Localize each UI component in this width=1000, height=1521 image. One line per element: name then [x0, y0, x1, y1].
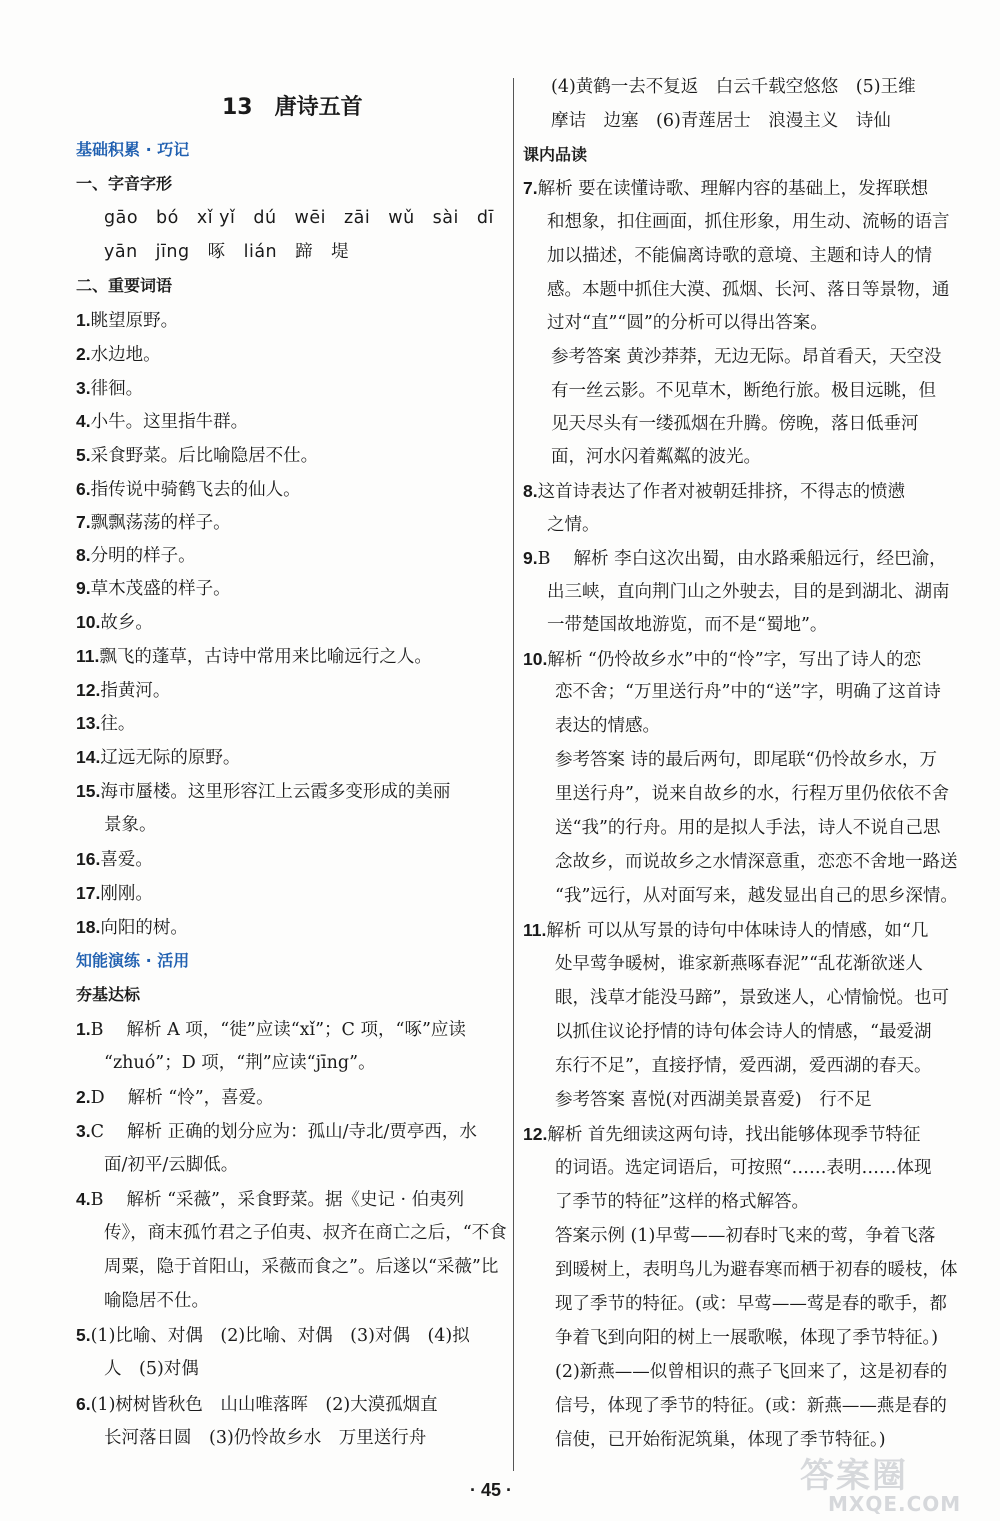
line-text: 小牛。这里指牛群。	[90, 412, 249, 432]
text-line	[104, 1357, 199, 1381]
line-text: 参考答案 诗的最后两句，即尾联“仍怜故乡水，万	[555, 750, 938, 770]
text-line	[551, 75, 916, 99]
text-line	[104, 1289, 209, 1313]
text-line	[555, 1360, 947, 1384]
text-line	[76, 915, 188, 940]
item-number: 1.	[76, 310, 91, 330]
text-line	[76, 711, 135, 736]
item-number: 17.	[76, 883, 101, 903]
line-text: 人 (5)对偶	[104, 1359, 199, 1379]
text-line	[76, 342, 161, 367]
line-text: 一带楚国故地游览，而不是“蜀地”。	[547, 615, 828, 635]
line-text: D 解析 “怜”，喜爱。	[90, 1088, 274, 1108]
text-line	[547, 311, 828, 335]
text-line	[551, 445, 761, 469]
line-text: 这首诗表达了作者对被朝廷排挤，不得志的愤懑	[537, 482, 906, 502]
item-number: 16.	[76, 849, 101, 869]
text-line	[523, 1122, 920, 1147]
line-text: 答案示例 (1)早莺——初春时飞来的莺，争着飞落	[555, 1226, 936, 1246]
line-text: 课内品读	[523, 145, 588, 164]
line-text: 喻隐居不仕。	[104, 1291, 209, 1311]
text-line	[76, 1085, 274, 1110]
line-text: 有一丝云影。不见草木，断绝行旅。极目远眺，但	[551, 381, 936, 401]
text-line	[76, 1017, 466, 1042]
line-text: 见天尽头有一缕孤烟在升腾。傍晚，落日低垂河	[551, 414, 919, 434]
line-text: 指黄河。	[100, 681, 171, 701]
line-text: 故乡。	[100, 613, 153, 633]
line-text: (1)树树皆秋色 山山唯落晖 (2)大漠孤烟直	[90, 1395, 438, 1415]
text-line	[104, 206, 494, 230]
line-text: 处早莺争暖树，谁家新燕啄春泥”“乱花渐欲迷人	[555, 954, 923, 974]
line-text: 送“我”的行舟。用的是拟人手法，诗人不说自己思	[555, 818, 941, 838]
text-line	[555, 1088, 872, 1112]
line-text: 指传说中骑鹤飞去的仙人。	[90, 480, 301, 500]
line-text: 和想象，扣住画面，抓住形象，用生动、流畅的语言	[547, 212, 950, 232]
item-number: 9.	[76, 578, 91, 598]
text-line	[523, 479, 905, 504]
subsection-heading	[523, 143, 587, 167]
line-text: 知能演练 · 活用	[76, 951, 190, 970]
line-text: 喜爱。	[100, 850, 153, 870]
line-text: 加以描述，不能偏离诗歌的意境、主题和诗人的情	[547, 246, 932, 266]
line-text: 的词语。选定词语后，可按照“……表明……体现	[555, 1158, 932, 1178]
line-text: 解析 要在读懂诗歌、理解内容的基础上，发挥联想	[537, 179, 929, 199]
line-text: 解析 “仍怜故乡水”中的“怜”字，写出了诗人的恋	[547, 650, 922, 670]
text-line	[555, 1258, 958, 1282]
text-line	[555, 986, 949, 1010]
text-line	[551, 109, 891, 133]
item-number: 10.	[76, 612, 101, 632]
line-text: 周粟，隐于首阳山，采薇而食之”。后遂以“采薇”比	[104, 1257, 499, 1277]
line-text: B 解析 李白这次出蜀，由水路乘船远行，经巴渝，	[537, 549, 947, 569]
text-line	[76, 409, 248, 434]
item-number: 6.	[76, 479, 91, 499]
text-line	[76, 779, 450, 804]
text-line	[104, 813, 157, 837]
item-number: 7.	[76, 512, 91, 532]
text-line	[523, 176, 928, 201]
item-number: 4.	[76, 1189, 91, 1209]
text-line	[76, 1187, 464, 1212]
line-text: 夯基达标	[76, 985, 141, 1004]
line-text: 参考答案 喜悦(对西湖美景喜爱) 行不足	[555, 1090, 872, 1110]
text-line	[555, 680, 941, 704]
line-text: 一、字音字形	[76, 174, 173, 193]
text-line	[76, 1392, 438, 1417]
subsection-heading	[76, 983, 140, 1007]
line-text: 分明的样子。	[90, 546, 196, 566]
text-line	[76, 576, 231, 601]
text-line	[76, 1119, 477, 1144]
page-number: · 45 ·	[470, 1480, 513, 1500]
text-line	[76, 745, 240, 770]
line-text: 眺望原野。	[90, 311, 179, 331]
item-number: 8.	[523, 481, 538, 501]
item-number: 6.	[76, 1394, 91, 1414]
line-text: 解析 可以从写景的诗句中体味诗人的情感，如“几	[546, 921, 929, 941]
line-text: “zhuó”；D 项，“荆”应读“jīng”。	[104, 1053, 376, 1073]
item-number: 12.	[76, 680, 101, 700]
text-line	[555, 816, 940, 840]
line-text: B 解析 “采薇”，采食野菜。据《史记 · 伯夷列	[90, 1190, 465, 1210]
line-text: “我”远行，从对面写来，越发显出自己的思乡深情。	[555, 886, 958, 906]
watermark-cn: 答案圈	[800, 1456, 908, 1496]
text-line	[547, 244, 932, 268]
line-text: 刚刚。	[100, 884, 153, 904]
item-number: 5.	[76, 1325, 91, 1345]
item-number: 9.	[523, 548, 538, 568]
text-line	[555, 1020, 931, 1044]
item-number: 1.	[76, 1019, 91, 1039]
line-text: 徘徊。	[90, 379, 144, 399]
item-number: 14.	[76, 747, 101, 767]
line-text: 景象。	[104, 815, 157, 835]
text-line	[76, 881, 153, 906]
line-text: 传》，商末孤竹君之子伯夷、叔齐在商亡之后，“不食	[104, 1223, 507, 1243]
line-text: 表达的情感。	[555, 716, 660, 736]
text-line	[76, 678, 170, 703]
line-text: 争着飞到向阳的树上一展歌喉，体现了季节特征。)	[555, 1328, 939, 1348]
item-number: 7.	[523, 178, 538, 198]
section-heading	[76, 138, 189, 162]
text-line	[555, 884, 958, 908]
item-number: 4.	[76, 411, 91, 431]
line-text: 往。	[100, 714, 136, 734]
line-text: 面，河水闪着粼粼的波光。	[551, 447, 761, 467]
line-text: (2)新燕——似曾相识的燕子飞回来了，这是初春的	[555, 1362, 948, 1382]
line-text: 信号，体现了季节的特征。(或：新燕——燕是春的	[555, 1396, 947, 1416]
line-text: 二、重要词语	[76, 276, 173, 295]
line-text: 摩诘 边塞 (6)青莲居士 浪漫主义 诗仙	[551, 111, 891, 131]
line-text: 东行不足”，直接抒情，爱西湖，爱西湖的春天。	[555, 1056, 932, 1076]
text-line	[76, 847, 153, 872]
subsection-heading	[76, 172, 172, 196]
text-line	[555, 850, 958, 874]
line-text: 草木茂盛的样子。	[90, 579, 231, 599]
line-text: 基础积累 · 巧记	[76, 140, 190, 159]
text-line	[104, 1153, 238, 1177]
line-text: 参考答案 黄沙莽莽，无边无际。昂首看天，天空没	[551, 347, 942, 367]
text-line	[104, 1221, 507, 1245]
line-text: B 解析 A 项，“徙”应读“xǐ”；C 项，“啄”应读	[90, 1020, 466, 1040]
text-line	[555, 748, 937, 772]
text-line	[547, 210, 950, 234]
line-text: 念故乡，而说故乡之水情深意重，恋恋不舍地一路送	[555, 852, 958, 872]
text-line	[555, 952, 923, 976]
item-number: 2.	[76, 344, 91, 364]
item-number: 13.	[76, 713, 101, 733]
text-line	[523, 546, 947, 571]
column-divider	[513, 78, 514, 1471]
line-text: 水边地。	[90, 345, 161, 365]
line-text: C 解析 正确的划分应为：孤山/寺北/贾亭西，水	[90, 1122, 477, 1142]
line-text: 以抓住议论抒情的诗句体会诗人的情感，“最爱湖	[555, 1022, 932, 1042]
text-line	[523, 918, 928, 943]
item-number: 12.	[523, 1124, 548, 1144]
text-line	[76, 644, 432, 669]
text-line	[104, 1426, 426, 1450]
text-line	[547, 580, 950, 604]
text-line	[76, 510, 231, 535]
text-line	[551, 379, 936, 403]
line-text: (4)黄鹤一去不复返 白云千载空悠悠 (5)王维	[551, 77, 916, 97]
line-text: 眼，浅草才能没马蹄”，景致迷人，心情愉悦。也可	[555, 988, 949, 1008]
text-line	[104, 1255, 498, 1279]
item-number: 2.	[76, 1087, 91, 1107]
line-text: 过对“直”“圆”的分析可以得出答案。	[547, 313, 828, 333]
text-line	[104, 1051, 376, 1075]
line-text: 海市蜃楼。这里形容江上云霞多变形成的美丽	[100, 782, 451, 802]
line-text: 解析 首先细读这两句诗，找出能够体现季节特征	[547, 1125, 921, 1145]
text-line	[555, 1054, 931, 1078]
text-line	[76, 477, 301, 502]
text-line	[547, 278, 950, 302]
line-text: yān jīng 啄 lián 蹄 堤	[104, 242, 350, 262]
text-line	[76, 376, 143, 401]
text-line	[76, 443, 318, 468]
text-line	[555, 1394, 947, 1418]
text-line	[76, 543, 196, 568]
line-text: 里送行舟”，说来自故乡的水，行程万里仍依依不舍	[555, 784, 949, 804]
item-number: 15.	[76, 781, 101, 801]
line-text: 长河落日圆 (3)仍怜故乡水 万里送行舟	[104, 1428, 427, 1448]
watermark-logo	[800, 1448, 980, 1516]
text-line	[551, 345, 942, 369]
line-text: 出三峡，直向荆门山之外驶去，目的是到湖北、湖南	[547, 582, 950, 602]
text-line	[555, 714, 660, 738]
line-text: 面/初平/云脚低。	[104, 1155, 239, 1175]
text-line	[555, 1156, 931, 1180]
line-text: 到暖树上，表明鸟儿为避春寒而栖于初春的暖枝，体	[555, 1260, 958, 1280]
text-line	[555, 1224, 935, 1248]
item-number: 5.	[76, 445, 91, 465]
text-line	[523, 647, 921, 672]
line-text: 飘飘荡荡的样子。	[90, 513, 231, 533]
line-text: 之情。	[547, 515, 600, 535]
line-text: (1)比喻、对偶 (2)比喻、对偶 (3)对偶 (4)拟	[90, 1326, 470, 1346]
text-line	[555, 782, 949, 806]
line-text: 飘飞的蓬草，古诗中常用来比喻远行之人。	[99, 647, 432, 667]
line-text: 感。本题中抓住大漠、孤烟、长河、落日等景物，通	[547, 280, 950, 300]
text-line	[555, 1292, 947, 1316]
line-text: 现了季节的特征。(或：早莺——莺是春的歌手，都	[555, 1294, 947, 1314]
text-line	[551, 412, 919, 436]
line-text: 恋不舍；“万里送行舟”中的“送”字，明确了这首诗	[555, 682, 941, 702]
item-number: 10.	[523, 649, 548, 669]
subsection-heading	[76, 274, 172, 298]
text-line	[547, 613, 827, 637]
page-title: 13 唐诗五首	[222, 95, 363, 120]
text-line	[555, 1326, 938, 1350]
line-text: 辽远无际的原野。	[100, 748, 241, 768]
line-text: 向阳的树。	[100, 918, 188, 938]
item-number: 3.	[76, 1121, 91, 1141]
item-number: 11.	[523, 920, 547, 940]
item-number: 18.	[76, 917, 101, 937]
line-text: 采食野菜。后比喻隐居不仕。	[90, 446, 319, 466]
section-heading	[76, 949, 189, 973]
text-line	[547, 513, 600, 537]
line-text: 信使，已开始衔泥筑巢，体现了季节特征。)	[555, 1430, 886, 1450]
item-number: 8.	[76, 545, 91, 565]
line-text: 了季节的特征”这样的格式解答。	[555, 1192, 809, 1212]
line-text: gāo bó xǐ yǐ dú wēi zāi wǔ sài dī	[104, 208, 494, 228]
text-line	[76, 1323, 470, 1348]
watermark-en: MXQE.COM	[828, 1492, 962, 1516]
text-line	[76, 308, 178, 333]
item-number: 11.	[76, 646, 100, 666]
text-line	[104, 240, 349, 264]
text-line	[555, 1190, 809, 1214]
text-line	[76, 610, 153, 635]
item-number: 3.	[76, 378, 91, 398]
